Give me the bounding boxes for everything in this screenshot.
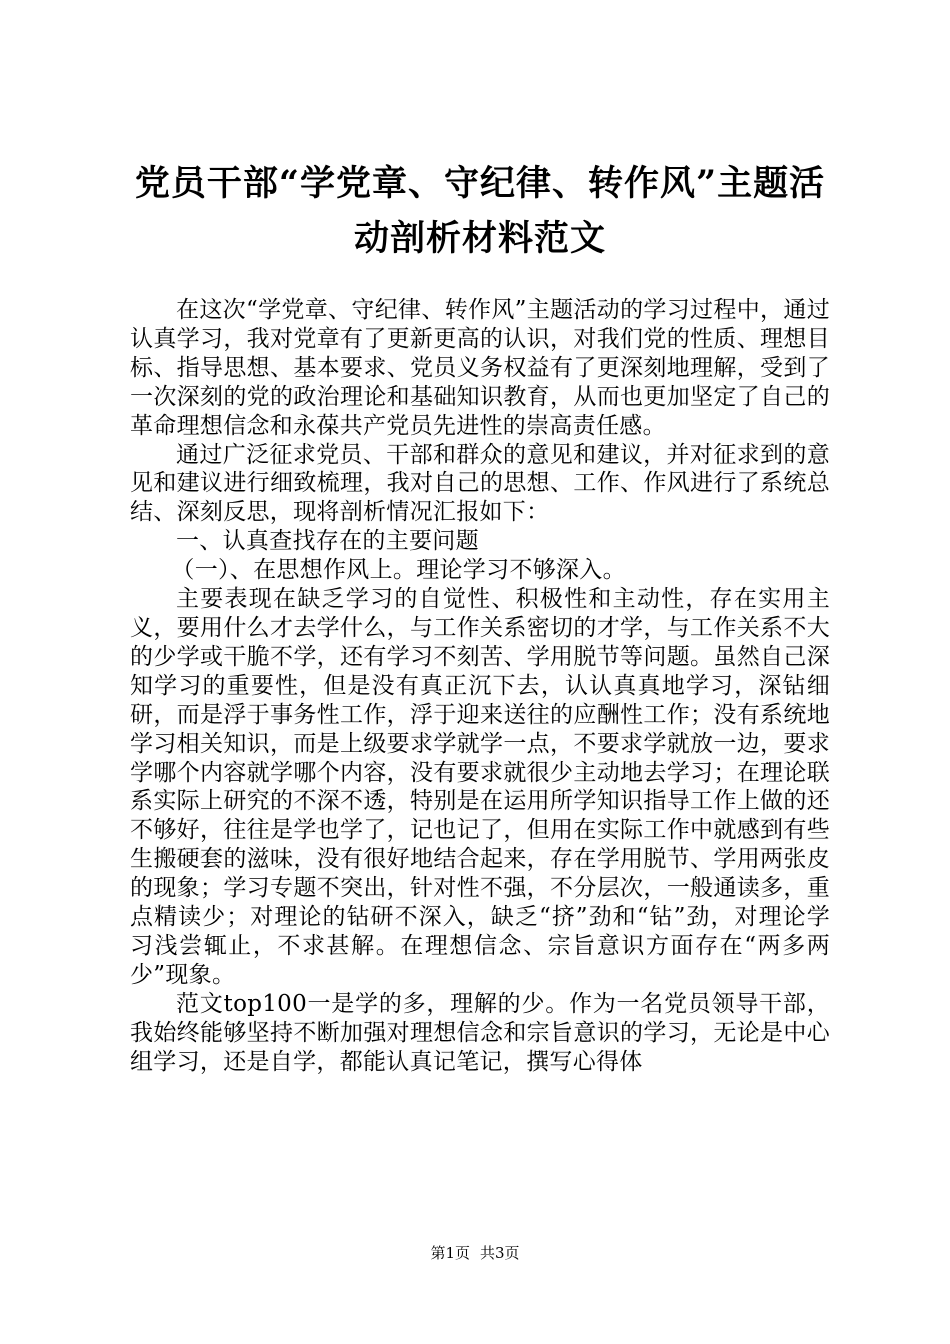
document-body	[130, 296, 830, 1076]
paragraph-main-issues: 主要表现在缺乏学习的自觉性、积极性和主动性，存在实用主义，要用什么才去学什么，与工作关系密切的才学，与工作关系不大的少学或干脆不学，还有学习不刻苦、学用脱节等问题。虽然自己深知学习的重要性，但是没有真正沉下去，认认真真地学习，深钻细研，而是浮于事务性工作，浮于迎来送往的应酬性工作；没有系统地学习相关知识，而是上级要求学就学一点，不要求学就放一边，要求学哪个内容就学哪个内容，没有要求就很少主动地去学习；在理论联系实际上研究的不深不透，特别是在运用所学知识指导工作上做的还不够好，往往是学也学了，记也记了，但用在实际工作中就感到有些生搬硬套的滋味，没有很好地结合起来，存在学用脱节、学用两张皮的现象；学习专题不突出，针对性不强，不分层次，一般通读多，重点精读少；对理论的钻研不深入，缺乏“挤”劲和“钻”劲，对理论学习浅尝辄止，不求甚解。在理想信念、宗旨意识方面存在“两多两少”现象。	[130, 586, 830, 988]
page-footer	[0, 1243, 950, 1263]
page-number-total: 共3页	[480, 1244, 520, 1262]
subsection-heading-1: （一）、在思想作风上。理论学习不够深入。	[171, 557, 626, 584]
section-heading-1: 一、认真查找存在的主要问题	[176, 528, 479, 555]
paragraph-feedback: 通过广泛征求党员、干部和群众的意见和建议，并对征求到的意见和建议进行细致梳理，我对自己的思想、工作、作风进行了系统总结、深刻反思，现将剖析情况汇报如下：	[130, 441, 830, 526]
page-number-current: 第1页	[430, 1244, 470, 1262]
paragraph-intro: 在这次“学党章、守纪律、转作风”主题活动的学习过程中，通过认真学习，我对党章有了更新更高的认识，对我们党的性质、理想目标、指导思想、基本要求、党员义务权益有了更深刻地理解，受到了一次深刻的党的政治理论和基础知识教育，从而也更加坚定了自己的革命理想信念和永葆共产党员先进性的崇高责任感。	[130, 297, 830, 439]
document-title-line-1: 党员干部“学党章、守纪律、转作风”主题活	[134, 163, 826, 204]
document-title-line-2: 动剖析材料范文	[353, 218, 606, 259]
paragraph-first-point: 范文top100一是学的多，理解的少。作为一名党员领导干部，我始终能够坚持不断加强对理想信念和宗旨意识的学习，无论是中心组学习，还是自学，都能认真记笔记，撰写心得体	[130, 990, 830, 1075]
